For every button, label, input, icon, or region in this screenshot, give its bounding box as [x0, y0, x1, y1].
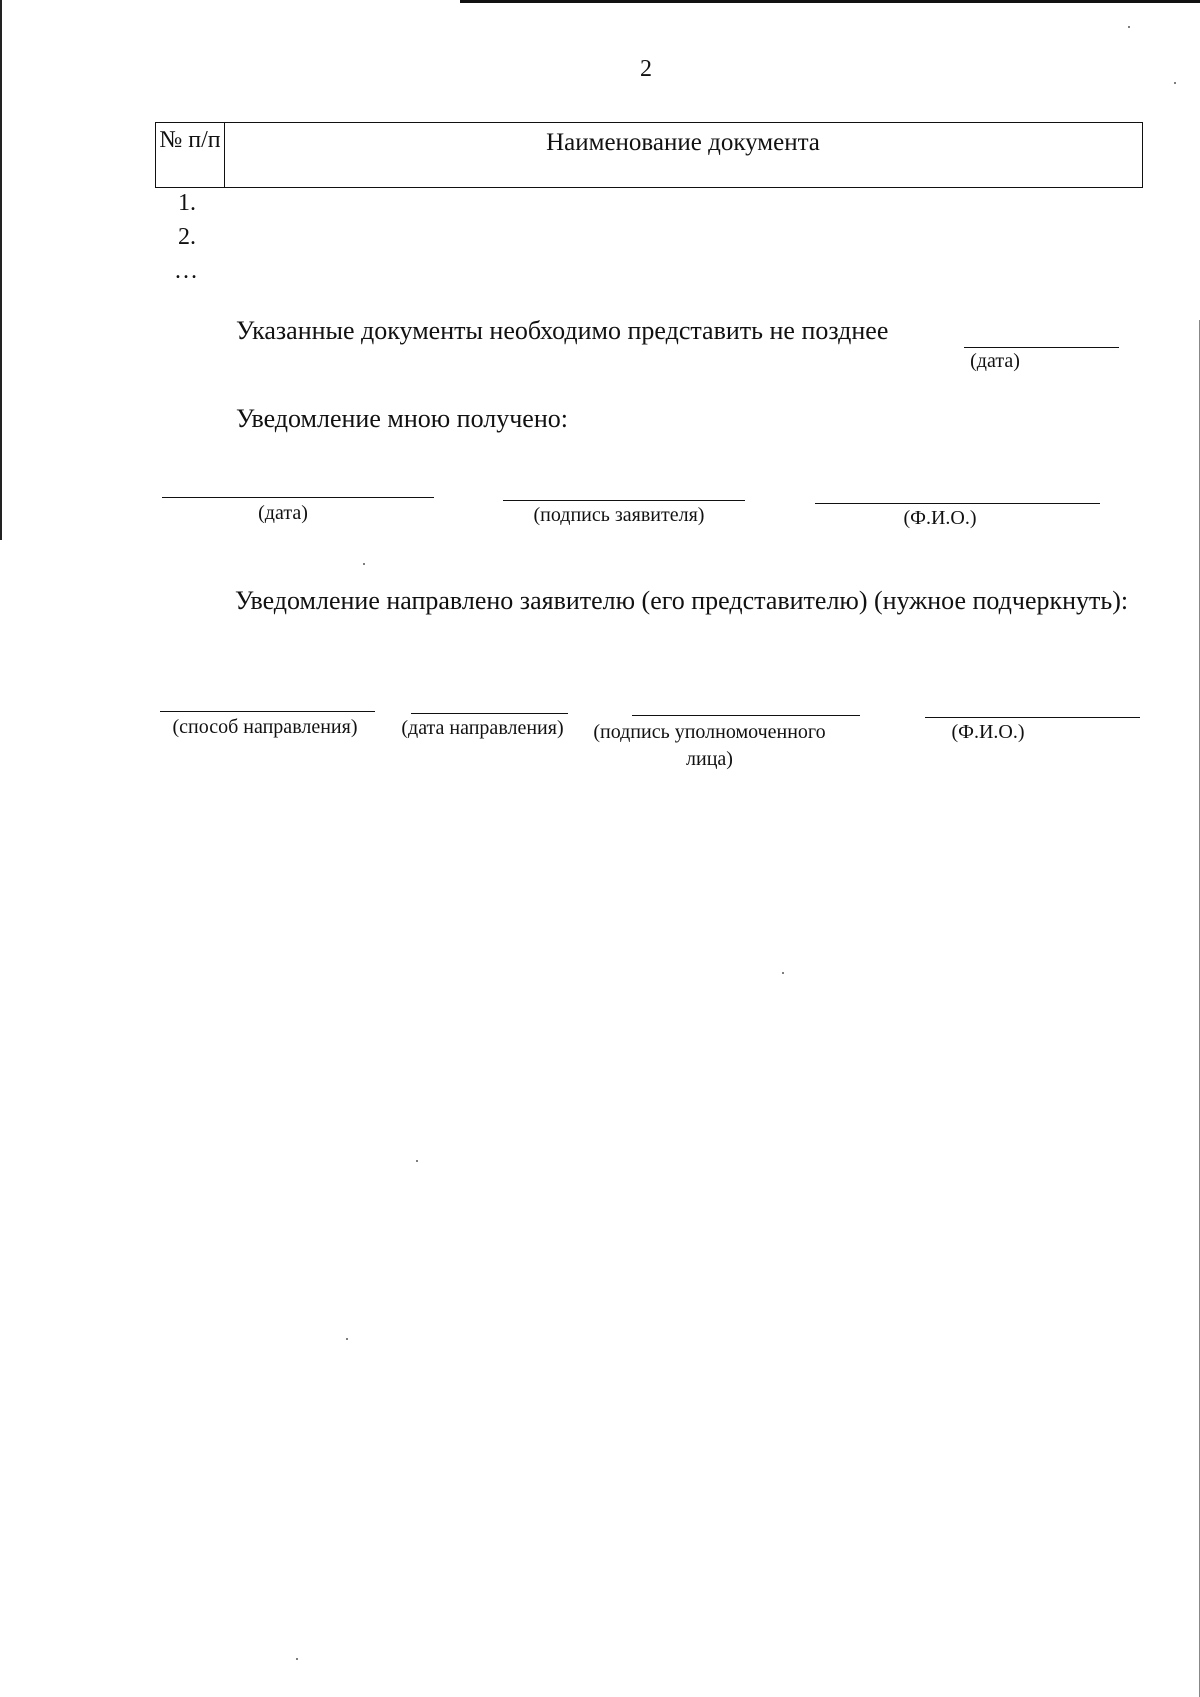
received-name-line [815, 503, 1100, 504]
sent-name-caption: (Ф.И.О.) [951, 721, 1025, 743]
document-table [155, 122, 1143, 188]
deadline-text: Указанные документы необходимо представить не позднее [236, 316, 889, 345]
sent-method-line [160, 711, 375, 712]
received-signature-line [503, 500, 745, 501]
deadline-date-caption: (дата) [970, 350, 1020, 372]
scan-speck [363, 563, 365, 565]
sent-text: Уведомление направлено заявителю (его представителю) (нужное подчеркнуть): [235, 586, 1129, 615]
sent-method-caption: (способ направления) [172, 716, 358, 738]
scan-speck [296, 1658, 298, 1660]
scan-speck [346, 1338, 348, 1340]
table-row-number: 1. [178, 190, 196, 216]
scan-edge-left [0, 0, 2, 540]
sent-date-caption: (дата направления) [401, 717, 564, 739]
scan-speck [1174, 82, 1176, 84]
sent-signature-line [632, 715, 860, 716]
deadline-date-line [964, 347, 1119, 348]
scan-speck [416, 1160, 418, 1162]
table-row-number: 2. [178, 224, 196, 250]
received-text: Уведомление мною получено: [236, 404, 568, 433]
sent-signature-caption: (подпись уполномоченного лица) [593, 721, 826, 770]
scan-speck [1128, 26, 1130, 28]
received-date-line [162, 497, 434, 498]
scan-speck [782, 972, 784, 974]
scan-edge-top [460, 0, 1200, 3]
column-header-document-name: Наименование документа [546, 129, 820, 156]
page-number: 2 [640, 56, 652, 82]
received-signature-caption: (подпись заявителя) [533, 504, 705, 526]
table-row-number: … [174, 258, 198, 284]
received-date-caption: (дата) [258, 502, 308, 524]
sent-date-line [411, 713, 568, 714]
received-name-caption: (Ф.И.О.) [903, 507, 977, 529]
sent-name-line [925, 717, 1140, 718]
column-header-number: № п/п [159, 127, 221, 153]
